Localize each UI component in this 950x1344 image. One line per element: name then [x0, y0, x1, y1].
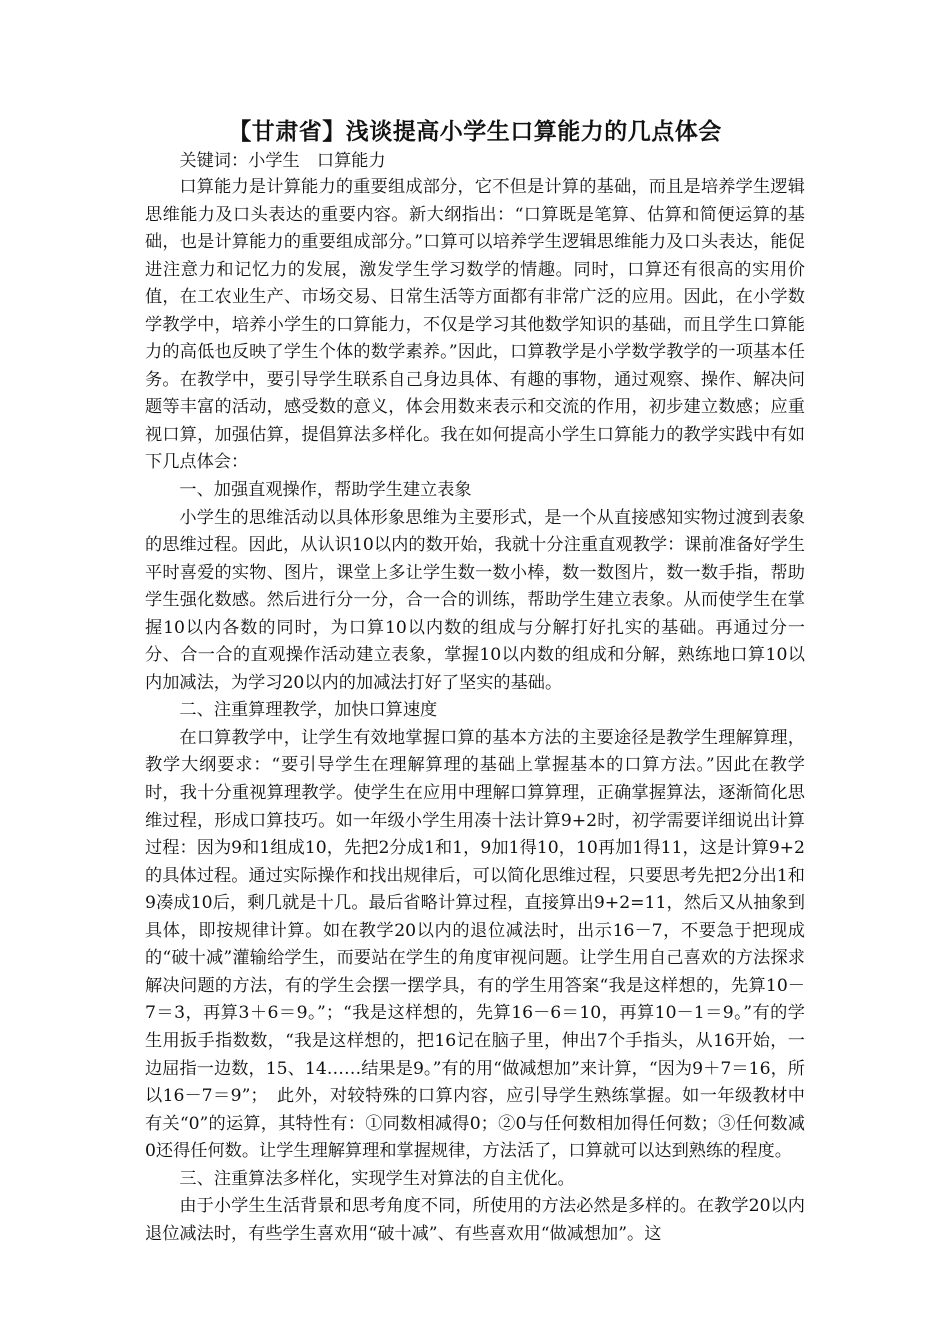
- section-heading-3: 三、注重算法多样化，实现学生对算法的自主优化。: [179, 1168, 575, 1189]
- section-heading-2: 二、注重算理教学，加快口算速度: [179, 700, 438, 721]
- keywords-line: 关键词：小学生 口算能力: [179, 151, 386, 171]
- paragraph-section-2: 在口算教学中，让学生有效地掌握口算的基本方法的主要途径是教学生理解算理，教学大纲要求：“要引导学生在理解算理的基础上掌握基本的口算方法。”因此在教学时，我十分重视算理教学。使学生在应用中理解口算算理，正确掌握算法，逐渐简化思维过程，形成口算技巧。如一年级小学生用凑十法计算9+2时，初学需要详细说出计算过程：因为9和1组成10，先把2分成1和1，9加1得10，10再加1得11，这是计算9+2的具体过程。通过实际操作和找出规律后，可以简化思维过程，只要思考先把2分出1和9凑成10后，剩几就是十几。最后省略计算过程，直接算出9+2=11，然后又从抽象到具体，即按规律计算。如在教学20以内的退位减法时，出示16－7，不要急于把现成的“破十减”灌输给学生，而要站在学生的角度审视问题。让学生用自己喜欢的方法探求解决问题的方法，有的学生会摆一摆学具，有的学生用答案“我是这样想的，先算10－7＝3，再算3＋6＝9。”；“我是这样想的，先算16－6＝10，再算10－1＝9。”有的学生用扳手指数数，“我是这样想的，把16记在脑子里，伸出7个手指头，从16开始，一边屈指一边数，15、14……结果是9。”有的用“做减想加”来计算，“因为9＋7＝16，所以16－7＝9”； 此外，对较特殊的口算内容，应引导学生熟练掌握。如一年级教材中有关“0”的运算，其特性有：①同数相减得0；②0与任何数相加得任何数；③任何数减0还得任何数。让学生理解算理和掌握规律，方法活了，口算就可以达到熟练的程度。: [145, 727, 805, 1162]
- section-heading-1: 一、加强直观操作，帮助学生建立表象: [179, 480, 472, 501]
- paragraph-section-1: 小学生的思维活动以具体形象思维为主要形式，是一个从直接感知实物过渡到表象的思维过程。因此，从认识10以内的数开始，我就十分注重直观教学：课前准备好学生平时喜爱的实物、图片，课堂上多让学生数一数小棒，数一数图片，数一数手指，帮助学生强化数感。然后进行分一分，合一合的训练，帮助学生建立表象。从而使学生在掌握10以内各数的同时，为口算10以内数的组成与分解打好扎实的基础。再通过分一分、合一合的直观操作活动建立表象，掌握10以内数的组成和分解，熟练地口算10以内加减法，为学习20以内的加减法打好了坚实的基础。: [145, 507, 805, 693]
- paragraph-section-3: 由于小学生生活背景和思考角度不同，所使用的方法必然是多样的。在教学20以内退位减法时，有些学生喜欢用“破十减”、有些喜欢用“做减想加”。这: [145, 1196, 805, 1244]
- paragraph-intro: 口算能力是计算能力的重要组成部分，它不但是计算的基础，而且是培养学生逻辑思维能力及口头表达的重要内容。新大纲指出：“口算既是笔算、估算和简便运算的基础，也是计算能力的重要组成部分。”口算可以培养学生逻辑思维能力及口头表达，能促进注意力和记忆力的发展，激发学生学习数学的情趣。同时，口算还有很高的实用价值，在工农业生产、市场交易、日常生活等方面都有非常广泛的应用。因此，在小学数学教学中，培养小学生的口算能力，不仅是学习其他数学知识的基础，而且学生口算能力的高低也反映了学生个体的数学素养。”因此，口算教学是小学数学教学的一项基本任务。在教学中，要引导学生联系自己身边具体、有趣的事物，通过观察、操作、解决问题等丰富的活动，感受数的意义，体会用数来表示和交流的作用，初步建立数感；应重视口算，加强估算，提倡算法多样化。我在如何提高小学生口算能力的教学实践中有如下几点体会：: [145, 177, 805, 473]
- document-title: 【甘肃省】浅谈提高小学生口算能力的几点体会: [228, 118, 722, 145]
- document-page: [145, 117, 805, 1248]
